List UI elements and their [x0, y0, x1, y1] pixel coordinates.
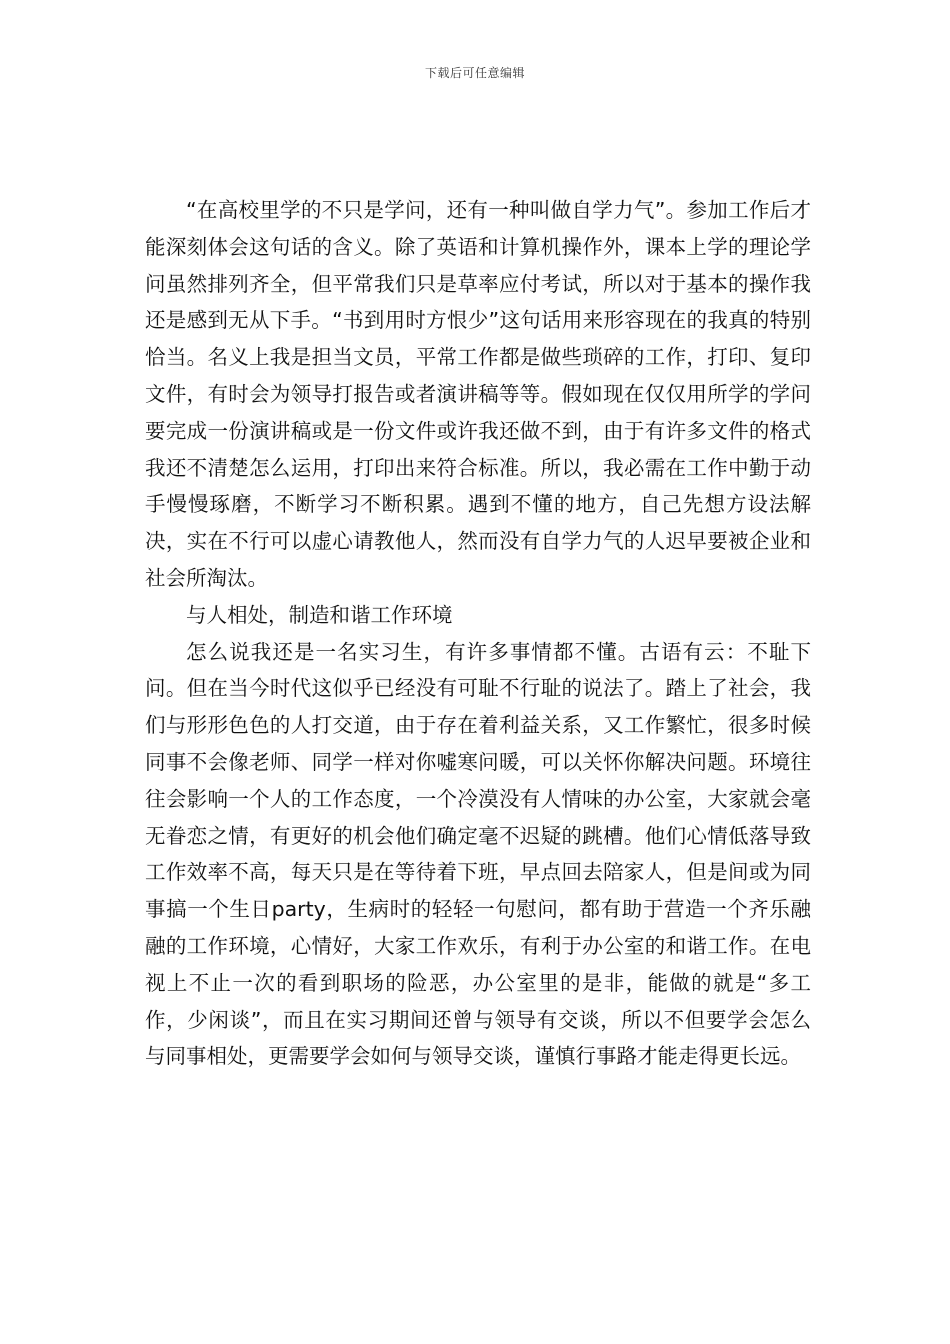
page-header: 下载后可任意编辑 — [424, 66, 525, 80]
document-body — [145, 192, 811, 1075]
section-heading-relationships: 与人相处，制造和谐工作环境 — [186, 602, 453, 627]
paragraph-workplace-harmony: 怎么说我还是一名实习生，有许多事情都不懂。古语有云：不耻下问。但在当今时代这似乎已经没有可耻不行耻的说法了。踏上了社会，我们与形形色色的人打交道，由于存在着利益关系，又工作繁忙，很多时候同事不会像老师、同学一样对你嘘寒问暖，可以关怀你解决问题。环境往往会影响一个人的工作态度，一个冷漠没有人情味的办公室，大家就会毫无眷恋之情，有更好的机会他们确定毫不迟疑的跳槽。他们心情低落导致工作效率不高，每天只是在等待着下班，早点回去陪家人，但是间或为同事搞一个生日party，生病时的轻轻一句慰问，都有助于营造一个齐乐融融的工作环境，心情好，大家工作欢乐，有利于办公室的和谐工作。在电视上不止一次的看到职场的险恶，办公室里的是非，能做的就是“多工作，少闲谈”，而且在实习期间还曾与领导有交谈，所以不但要学会怎么与同事相处，更需要学会如何与领导交谈，谨慎行事路才能走得更长远。 — [145, 639, 811, 1069]
paragraph-self-study: “在高校里学的不只是学问，还有一种叫做自学力气”。参加工作后才能深刻体会这句话的含义。除了英语和计算机操作外，课本上学的理论学问虽然排列齐全，但平常我们只是草率应付考试，所以对于基本的操作我还是感到无从下手。“书到用时方恨少”这句话用来形容现在的我真的特别恰当。名义上我是担当文员，平常工作都是做些琐碎的工作，打印、复印文件，有时会为领导打报告或者演讲稿等等。假如现在仅仅用所学的学问要完成一份演讲稿或是一份文件或许我还做不到，由于有许多文件的格式我还不清楚怎么运用，打印出来符合标准。所以，我必需在工作中勤于动手慢慢琢磨，不断学习不断积累。遇到不懂的地方，自己先想方设法解决，实在不行可以虚心请教他人，然而没有自学力气的人迟早要被企业和社会所淘汰。 — [145, 198, 811, 590]
